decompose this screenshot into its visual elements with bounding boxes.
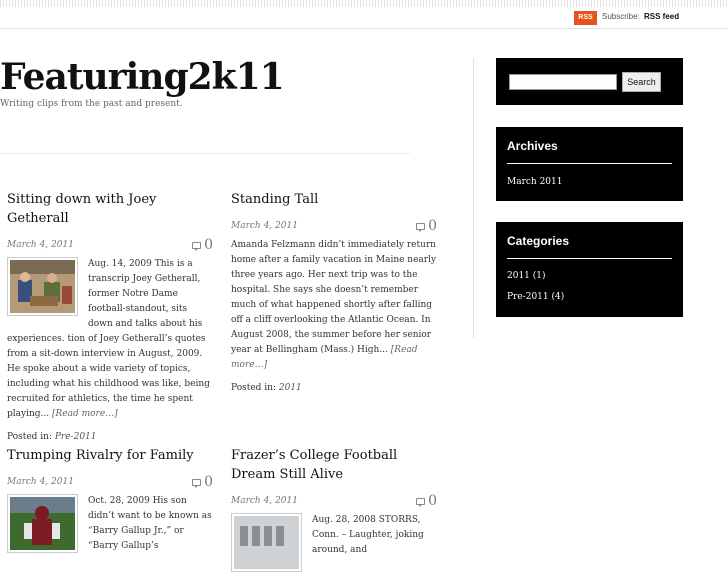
excerpt-text: Aug. 14, 2009 This is a transcrip Joey Getherall, former Notre Dame football-standout, sits down and talks about his experiences. tion of Joey Getherall’s quotes from a sit-down interview in August, 2009. He spoke about a wide variety of topics, including what his childhood was like, being recruited for athletics, the time he spent playing... [7,259,210,419]
excerpt-text: Oct. 28, 2009 His son didn’t want to be known as “Barry Gallup Jr.,” or “Barry Gallup’s [88,496,212,551]
post-excerpt [7,494,213,554]
post-date: March 4, 2011 [7,477,74,487]
post-category-line [7,432,213,442]
post-meta [231,493,437,512]
comment-count-link[interactable] [416,218,437,234]
post-meta [7,474,213,493]
comment-bubble-icon [416,498,425,505]
category-link-2011[interactable]: 2011 (1) [507,271,546,281]
archive-link-march-2011[interactable]: March 2011 [507,177,563,187]
comment-bubble-icon [192,479,201,486]
post-standing-tall [231,190,437,393]
posted-in-label: Posted in: [7,432,52,442]
excerpt-text: Aug. 28, 2008 STORRS, Conn. – Laughter, joking around, and [312,515,424,555]
post-title-link[interactable]: Trumping Rivalry for Family [7,448,194,463]
search-button[interactable]: Search [622,72,661,92]
top-pattern-strip [0,0,727,7]
site-title[interactable]: Featuring2k11 [0,56,284,98]
category-link[interactable]: 2011 [278,383,302,393]
comment-count: 0 [428,218,437,234]
post-date: March 4, 2011 [231,221,298,231]
archives-widget [496,127,683,201]
comment-count-link[interactable] [416,493,437,509]
comment-count: 0 [204,474,213,490]
archives-heading: Archives [507,139,672,164]
post-excerpt [231,513,437,558]
posted-in-label: Posted in: [231,383,276,393]
post-title-link[interactable]: Sitting down with Joey Getherall [7,192,157,226]
categories-heading: Categories [507,234,672,259]
content-sidebar-divider [473,58,474,338]
site-description: Writing clips from the past and present. [0,99,183,109]
subscribe-label: Subscribe: [602,12,640,21]
category-link[interactable]: Pre-2011 [54,432,97,442]
post-title-link[interactable]: Frazer’s College Football Dream Still Alive [231,448,398,482]
team-photo-icon [234,516,299,569]
comment-count: 0 [204,237,213,253]
search-widget [496,58,683,105]
football-photo-icon [10,497,75,550]
category-link-pre-2011[interactable]: Pre-2011 (4) [507,292,565,302]
post-meta [7,237,213,256]
rss-feed-link[interactable]: RSS feed [644,12,680,21]
post-excerpt [231,238,437,373]
post-date: March 4, 2011 [231,496,298,506]
post-thumbnail[interactable] [7,257,78,316]
top-bar [0,7,727,29]
post-thumbnail[interactable] [7,494,78,553]
comment-bubble-icon [192,242,201,249]
post-category-line [231,383,437,393]
post-meta [231,218,437,237]
comment-count-link[interactable] [192,237,213,253]
categories-widget [496,222,683,317]
post-date: March 4, 2011 [7,240,74,250]
interview-photo-icon [10,260,75,313]
categories-list [507,266,672,308]
post-joey-getherall [7,190,213,442]
read-more-link[interactable]: [Read more…] [231,345,418,370]
read-more-link[interactable]: [Read more…] [51,409,118,419]
post-frazer-football [231,446,437,576]
header-divider [0,153,410,154]
archives-list [507,172,672,193]
post-excerpt [7,257,213,422]
rss-badge-icon[interactable]: RSS [574,11,597,25]
search-input[interactable] [509,74,617,90]
post-trumping-rivalry [7,446,213,557]
comment-bubble-icon [416,223,425,230]
post-title-link[interactable]: Standing Tall [231,192,319,207]
comment-count: 0 [428,493,437,509]
excerpt-text: Amanda Felzmann didn’t immediately return home after a family vacation in Maine nearly three years ago. Her next trip was to the hospital. She says she doesn’t remember much of what happened shortly after falling off a cliff overlooking the Atlantic Ocean. In August 2008, the summer before her senior year at Bellingham (Mass.) High... [231,240,437,355]
post-thumbnail[interactable] [231,513,302,572]
comment-count-link[interactable] [192,474,213,490]
